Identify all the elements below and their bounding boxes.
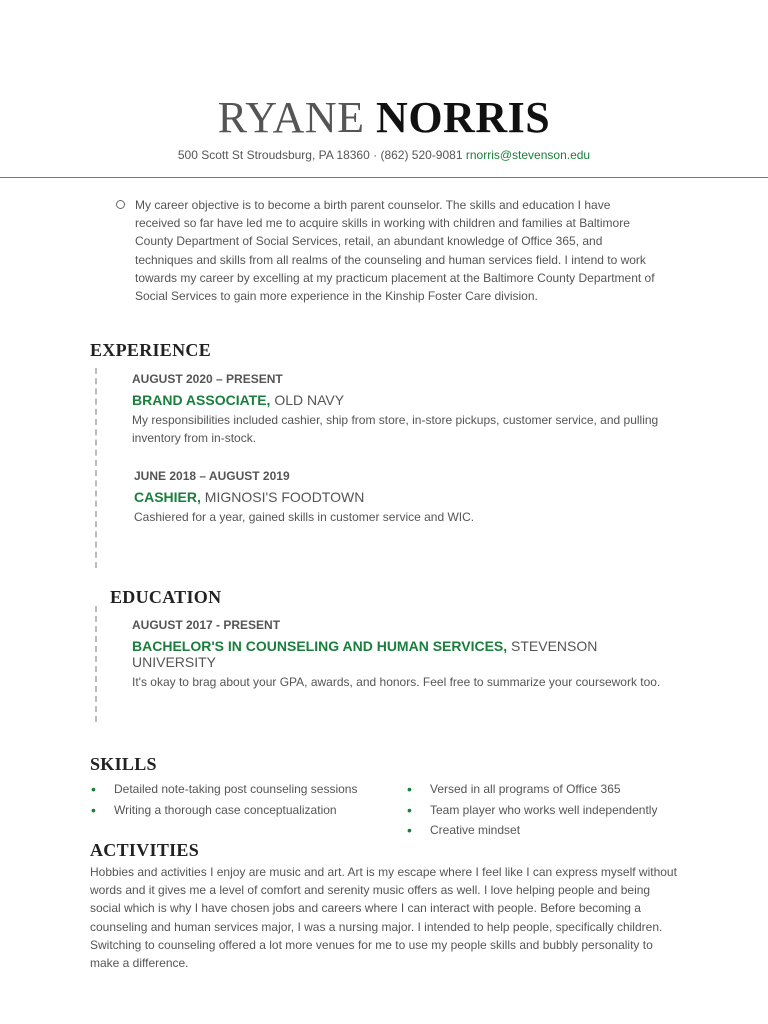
circle-bullet-icon <box>116 200 125 209</box>
first-name: RYANE <box>217 93 365 142</box>
header-divider <box>0 177 768 178</box>
skill-item: • Creative mindset <box>406 823 657 844</box>
last-name: NORRIS <box>376 93 551 142</box>
email-link[interactable]: rnorris@stevenson.edu <box>465 148 591 162</box>
skills-right-column <box>406 782 657 844</box>
skill-item: • Writing a thorough case conceptualization <box>90 803 357 824</box>
contact-info <box>0 148 768 162</box>
skills-left-column <box>90 782 357 823</box>
skill-item: • Team player who works well independently <box>406 803 657 824</box>
entry-title <box>132 392 672 408</box>
education-heading: EDUCATION <box>110 587 222 607</box>
entry-title <box>132 638 672 670</box>
candidate-name <box>0 92 768 143</box>
entry-role: BRAND ASSOCIATE, <box>132 392 271 408</box>
experience-entry <box>132 372 672 447</box>
entry-date: AUGUST 2020 – PRESENT <box>132 372 283 386</box>
experience-timeline-line <box>95 368 97 568</box>
entry-org: OLD NAVY <box>274 392 345 408</box>
entry-org: MIGNOSI'S FOODTOWN <box>204 489 365 505</box>
experience-heading: EXPERIENCE <box>90 340 212 360</box>
entry-description: It's okay to brag about your GPA, awards, and honors. Feel free to summarize your coursework too. <box>132 675 661 689</box>
entry-role: BACHELOR'S IN COUNSELING AND HUMAN SERVICES, <box>132 638 508 654</box>
entry-role: CASHIER, <box>134 489 201 505</box>
activities-text: Hobbies and activities I enjoy are music and art. Art is my escape where I feel like I can express myself without words and it gives me a level of comfort and serenity music offers as well. I love helping people and being social which is why I have chosen jobs and careers where I can interact with people. Before becoming a counseling and human services major, I was a nursing major. I intended to help people, specifically children. Switching to counseling offered a lot more venues for me to use my people skills and bubbly personality to make a difference. <box>90 865 677 971</box>
objective-text: My career objective is to become a birth parent counselor. The skills and education I have received so far have led me to acquire skills in working with children and families at Baltimore County Department of Social Services, retail, an abundant knowledge of Office 365, and techniques and skills from all realms of the counseling and human services field. I intend to work towards my career by excelling at my practicum placement at the Baltimore County Department of Social Services to gain more experience in the Kinship Foster Care division. <box>135 198 655 304</box>
skill-item: • Versed in all programs of Office 365 <box>406 782 657 803</box>
objective-section <box>116 196 656 305</box>
entry-date: JUNE 2018 – AUGUST 2019 <box>134 469 290 483</box>
address-phone: 500 Scott St Stroudsburg, PA 18360 · (862) 520-9081 <box>177 148 463 162</box>
entry-org: STEVENSON UNIVERSITY <box>132 638 598 670</box>
skills-heading: SKILLS <box>90 754 157 774</box>
education-timeline-line <box>95 606 97 722</box>
entry-description: My responsibilities included cashier, ship from store, in-store pickups, customer service, and pulling inventory from in-stock. <box>132 413 659 445</box>
education-entry <box>132 618 672 691</box>
activities-heading: ACTIVITIES <box>90 840 200 860</box>
entry-date: AUGUST 2017 - PRESENT <box>132 618 281 632</box>
experience-entry <box>134 469 674 526</box>
entry-title <box>134 489 674 505</box>
skill-item: • Detailed note-taking post counseling sessions <box>90 782 357 803</box>
entry-description: Cashiered for a year, gained skills in customer service and WIC. <box>134 510 475 524</box>
